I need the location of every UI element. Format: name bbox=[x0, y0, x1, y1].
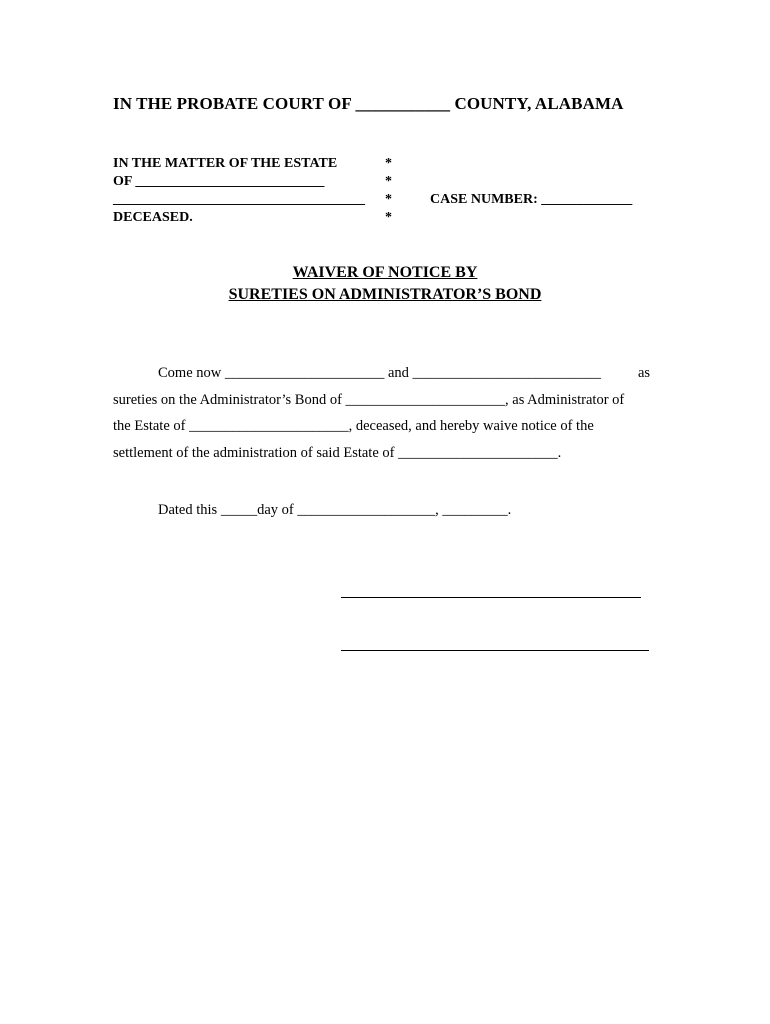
body-paragraph-line-4: settlement of the administration of said Estate of ______________________. bbox=[113, 445, 562, 461]
document-title-line-1: WAIVER OF NOTICE BY bbox=[292, 264, 478, 281]
signature-line-2 bbox=[341, 650, 649, 651]
caption-asterisk: * bbox=[385, 210, 392, 225]
caption-blank-line: ____________________________________ bbox=[113, 192, 365, 207]
court-title: IN THE PROBATE COURT OF ___________ COUNTY, ALABAMA bbox=[113, 94, 624, 113]
dated-line: Dated this _____day of ___________________, _________. bbox=[158, 502, 512, 518]
body-paragraph-line-1: Come now ______________________ and __________________________ bbox=[158, 365, 602, 381]
document-title-line-2: SURETIES ON ADMINISTRATOR’S BOND bbox=[228, 286, 542, 303]
body-paragraph-line-3: the Estate of ______________________, deceased, and hereby waive notice of the bbox=[113, 418, 594, 434]
body-paragraph-line-2: sureties on the Administrator’s Bond of ______________________, as Administrator of bbox=[113, 392, 625, 408]
caption-deceased-line: DECEASED. bbox=[113, 210, 193, 225]
caption-asterisk: * bbox=[385, 174, 392, 189]
caption-asterisk: * bbox=[385, 156, 392, 171]
caption-estate-line: IN THE MATTER OF THE ESTATE bbox=[113, 156, 338, 171]
case-number-field: CASE NUMBER: _____________ bbox=[430, 192, 633, 207]
caption-asterisk: * bbox=[385, 192, 392, 207]
body-paragraph-line-1-end: as bbox=[638, 365, 651, 381]
signature-line-1 bbox=[341, 597, 641, 598]
caption-of-line: OF ___________________________ bbox=[113, 174, 325, 189]
